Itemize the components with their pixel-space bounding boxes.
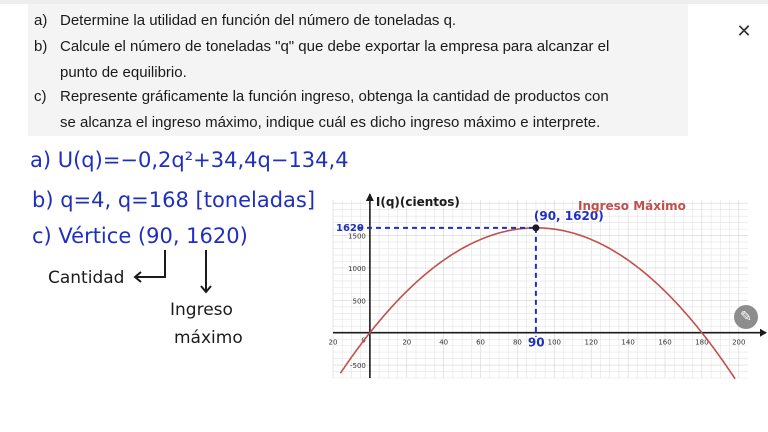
y-tick-label: 1500 [348,232,366,241]
y-tick-label: 500 [352,297,366,306]
maximo-label: máximo [174,328,243,348]
x-tick-label: 160 [658,338,672,347]
x-tick-label: 200 [732,338,746,347]
x-tick-label: 180 [695,338,709,347]
x-tick-label: 20 [402,338,412,347]
x-tick-label: 20 [328,338,338,347]
y-axis-label: I(q)(cientos) [375,195,460,209]
x-tick-label: 100 [547,338,562,347]
income-curve [340,228,735,379]
marked-x-label: 90 [527,335,545,350]
question-text: se alcanza el ingreso máximo, indique cuál es dicho ingreso máximo e interprete. [60,114,601,131]
chart-grid [333,200,748,378]
question-letter: c) [34,88,47,105]
vertex-point [532,224,539,231]
y-axis-arrow [366,193,374,201]
question-text: punto de equilibrio. [60,64,187,81]
question-letter: b) [34,38,48,55]
x-axis-arrow [760,329,767,337]
question-text: Represente gráficamente la función ingreso, obtenga la cantidad de productos con [60,88,609,105]
question-text: Calcule el número de toneladas "q" que debe exportar la empresa para alcanzar el [60,38,610,55]
question-letter: a) [34,12,48,29]
x-tick-label: 40 [439,338,449,347]
ingreso-label: Ingreso [170,300,233,320]
answer-b: b) q=4, q=168 [toneladas] [32,188,316,212]
question-text: Determine la utilidad en función del número de toneladas q. [60,12,457,29]
vertex-label: (90, 1620) [533,208,604,223]
y-tick-label: 1000 [348,264,366,273]
answer-c: c) Vértice (90, 1620) [32,224,248,248]
marked-y-label: 1620 [336,222,364,234]
series-label: Ingreso Máximo [578,199,686,213]
origin-label: 0 [361,336,366,345]
close-icon[interactable]: ✕ [736,21,752,42]
pencil-icon: ✎ [740,309,752,325]
x-tick-label: 120 [584,338,598,347]
edit-button[interactable] [734,305,758,329]
x-tick-label: 60 [476,338,486,347]
answer-a: a) U(q)=−0,2q²+34,4q−134,4 [30,148,349,172]
y-tick-label: -500 [349,362,366,371]
cantidad-label: Cantidad [48,268,125,288]
x-tick-label: 140 [621,338,635,347]
x-tick-label: 80 [512,338,522,347]
